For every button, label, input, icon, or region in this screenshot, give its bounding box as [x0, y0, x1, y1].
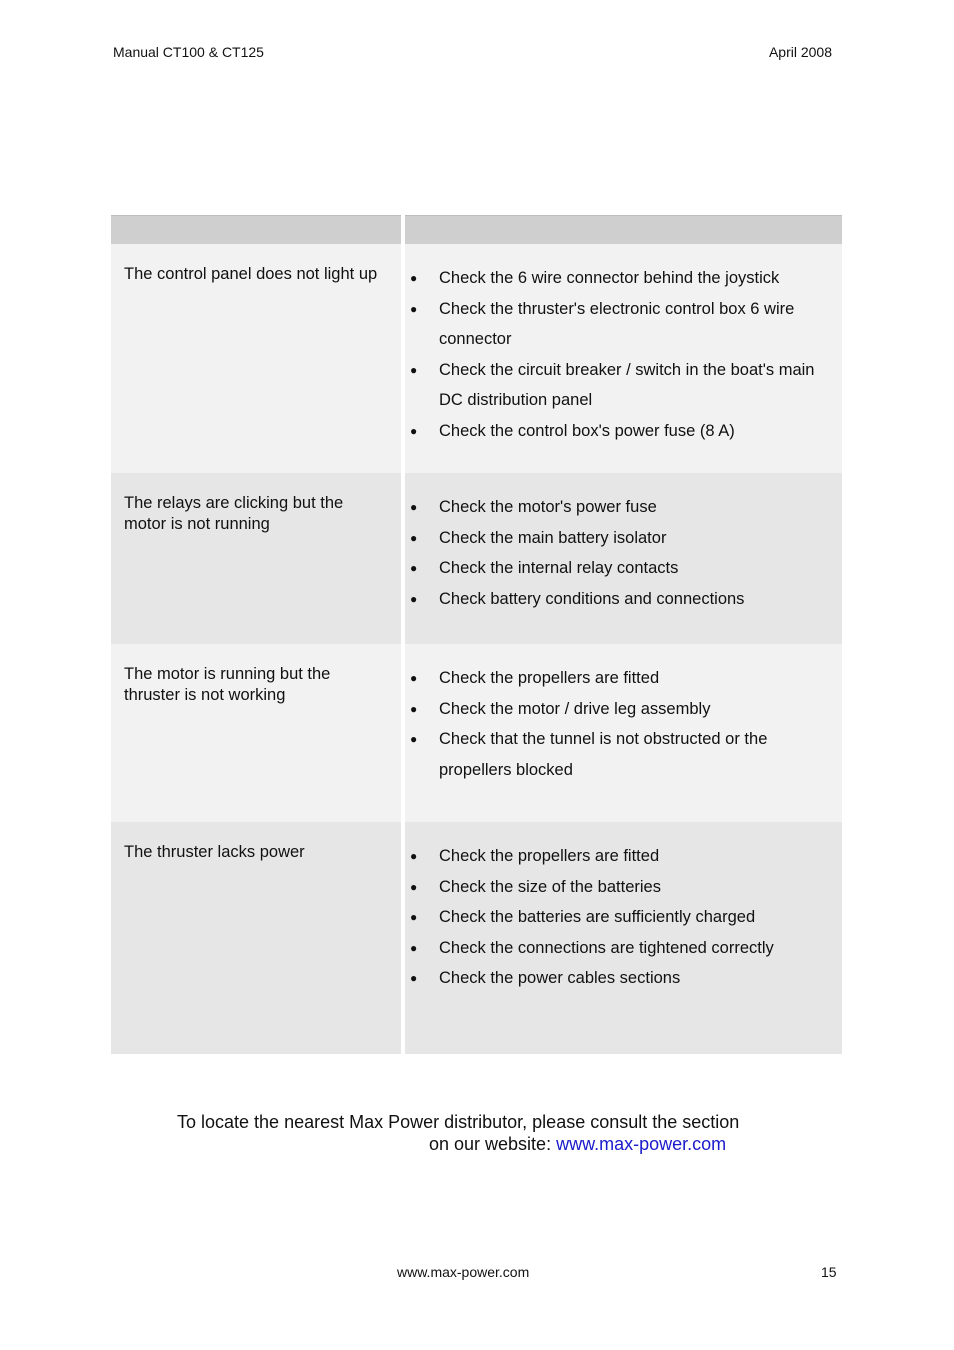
bullet-icon: ●: [410, 423, 418, 438]
bullet-icon: ●: [410, 701, 418, 716]
check-item: ● Check the propellers are fitted: [405, 841, 832, 872]
checks-list: [405, 663, 832, 785]
symptom-cell: The relays are clicking but the motor is not running: [111, 473, 401, 644]
bullet-icon: ●: [410, 271, 418, 285]
bullet-icon: ●: [410, 671, 418, 685]
check-item: ● Check the power cables sections: [405, 963, 832, 994]
bullet-icon: ●: [410, 362, 418, 377]
check-item: ● Check battery conditions and connections: [405, 584, 832, 615]
check-item: ● Check the motor / drive leg assembly: [405, 694, 832, 725]
bullet-icon: ●: [410, 940, 418, 955]
checks-list: [405, 841, 832, 994]
check-item: ● Check the thruster's electronic control box 6 wire connector: [405, 294, 832, 355]
table-row: [111, 822, 842, 1054]
table-row: [111, 473, 842, 644]
check-item: ● Check that the tunnel is not obstructed or the propellers blocked: [405, 724, 832, 785]
bullet-icon: ●: [410, 591, 418, 606]
checks-cell: [405, 473, 842, 644]
troubleshooting-table: [111, 215, 842, 1054]
checks-cell: [405, 644, 842, 822]
symptom-cell: The control panel does not light up: [111, 244, 401, 473]
checks-list: [405, 492, 832, 614]
distributor-note-prefix: on our website:: [429, 1134, 557, 1154]
table-header-cell-checks: [405, 215, 842, 244]
check-item: ● Check the control box's power fuse (8 A): [405, 416, 832, 447]
check-item: ● Check the internal relay contacts: [405, 553, 832, 584]
table-header-cell-symptom: [111, 215, 401, 244]
bullet-icon: ●: [410, 732, 418, 746]
bullet-icon: ●: [410, 849, 418, 863]
check-item: ● Check the 6 wire connector behind the joystick: [405, 263, 832, 294]
website-link[interactable]: www.max-power.com: [556, 1134, 727, 1154]
bullet-icon: ●: [410, 530, 418, 545]
checks-cell: [405, 244, 842, 473]
check-item: ● Check the circuit breaker / switch in the boat's main DC distribution panel: [405, 355, 832, 416]
header-document-title: Manual CT100 & CT125: [113, 44, 264, 60]
table-row: [111, 644, 842, 822]
check-item: ● Check the motor's power fuse: [405, 492, 832, 523]
page-number: 15: [821, 1264, 837, 1280]
bullet-icon: ●: [410, 500, 418, 514]
distributor-note-line2: [429, 1133, 726, 1155]
bullet-icon: ●: [410, 879, 418, 894]
bullet-icon: ●: [410, 561, 418, 575]
check-item: ● Check the batteries are sufficiently charged: [405, 902, 832, 933]
header-date: April 2008: [768, 44, 832, 60]
check-item: ● Check the propellers are fitted: [405, 663, 832, 694]
table-header-band: [111, 215, 842, 244]
table-row: [111, 244, 842, 473]
bullet-icon: ●: [410, 910, 418, 924]
check-item: ● Check the connections are tightened correctly: [405, 933, 832, 964]
bullet-icon: ●: [410, 971, 418, 985]
checks-cell: [405, 822, 842, 1054]
footer-website: www.max-power.com: [397, 1264, 530, 1280]
checks-list: [405, 263, 832, 446]
check-item: ● Check the size of the batteries: [405, 872, 832, 903]
bullet-icon: ●: [410, 301, 418, 316]
symptom-cell: The motor is running but the thruster is not working: [111, 644, 401, 822]
distributor-note-line1: To locate the nearest Max Power distributor, please consult the section: [177, 1112, 740, 1132]
symptom-cell: The thruster lacks power: [111, 822, 401, 1054]
check-item: ● Check the main battery isolator: [405, 523, 832, 554]
